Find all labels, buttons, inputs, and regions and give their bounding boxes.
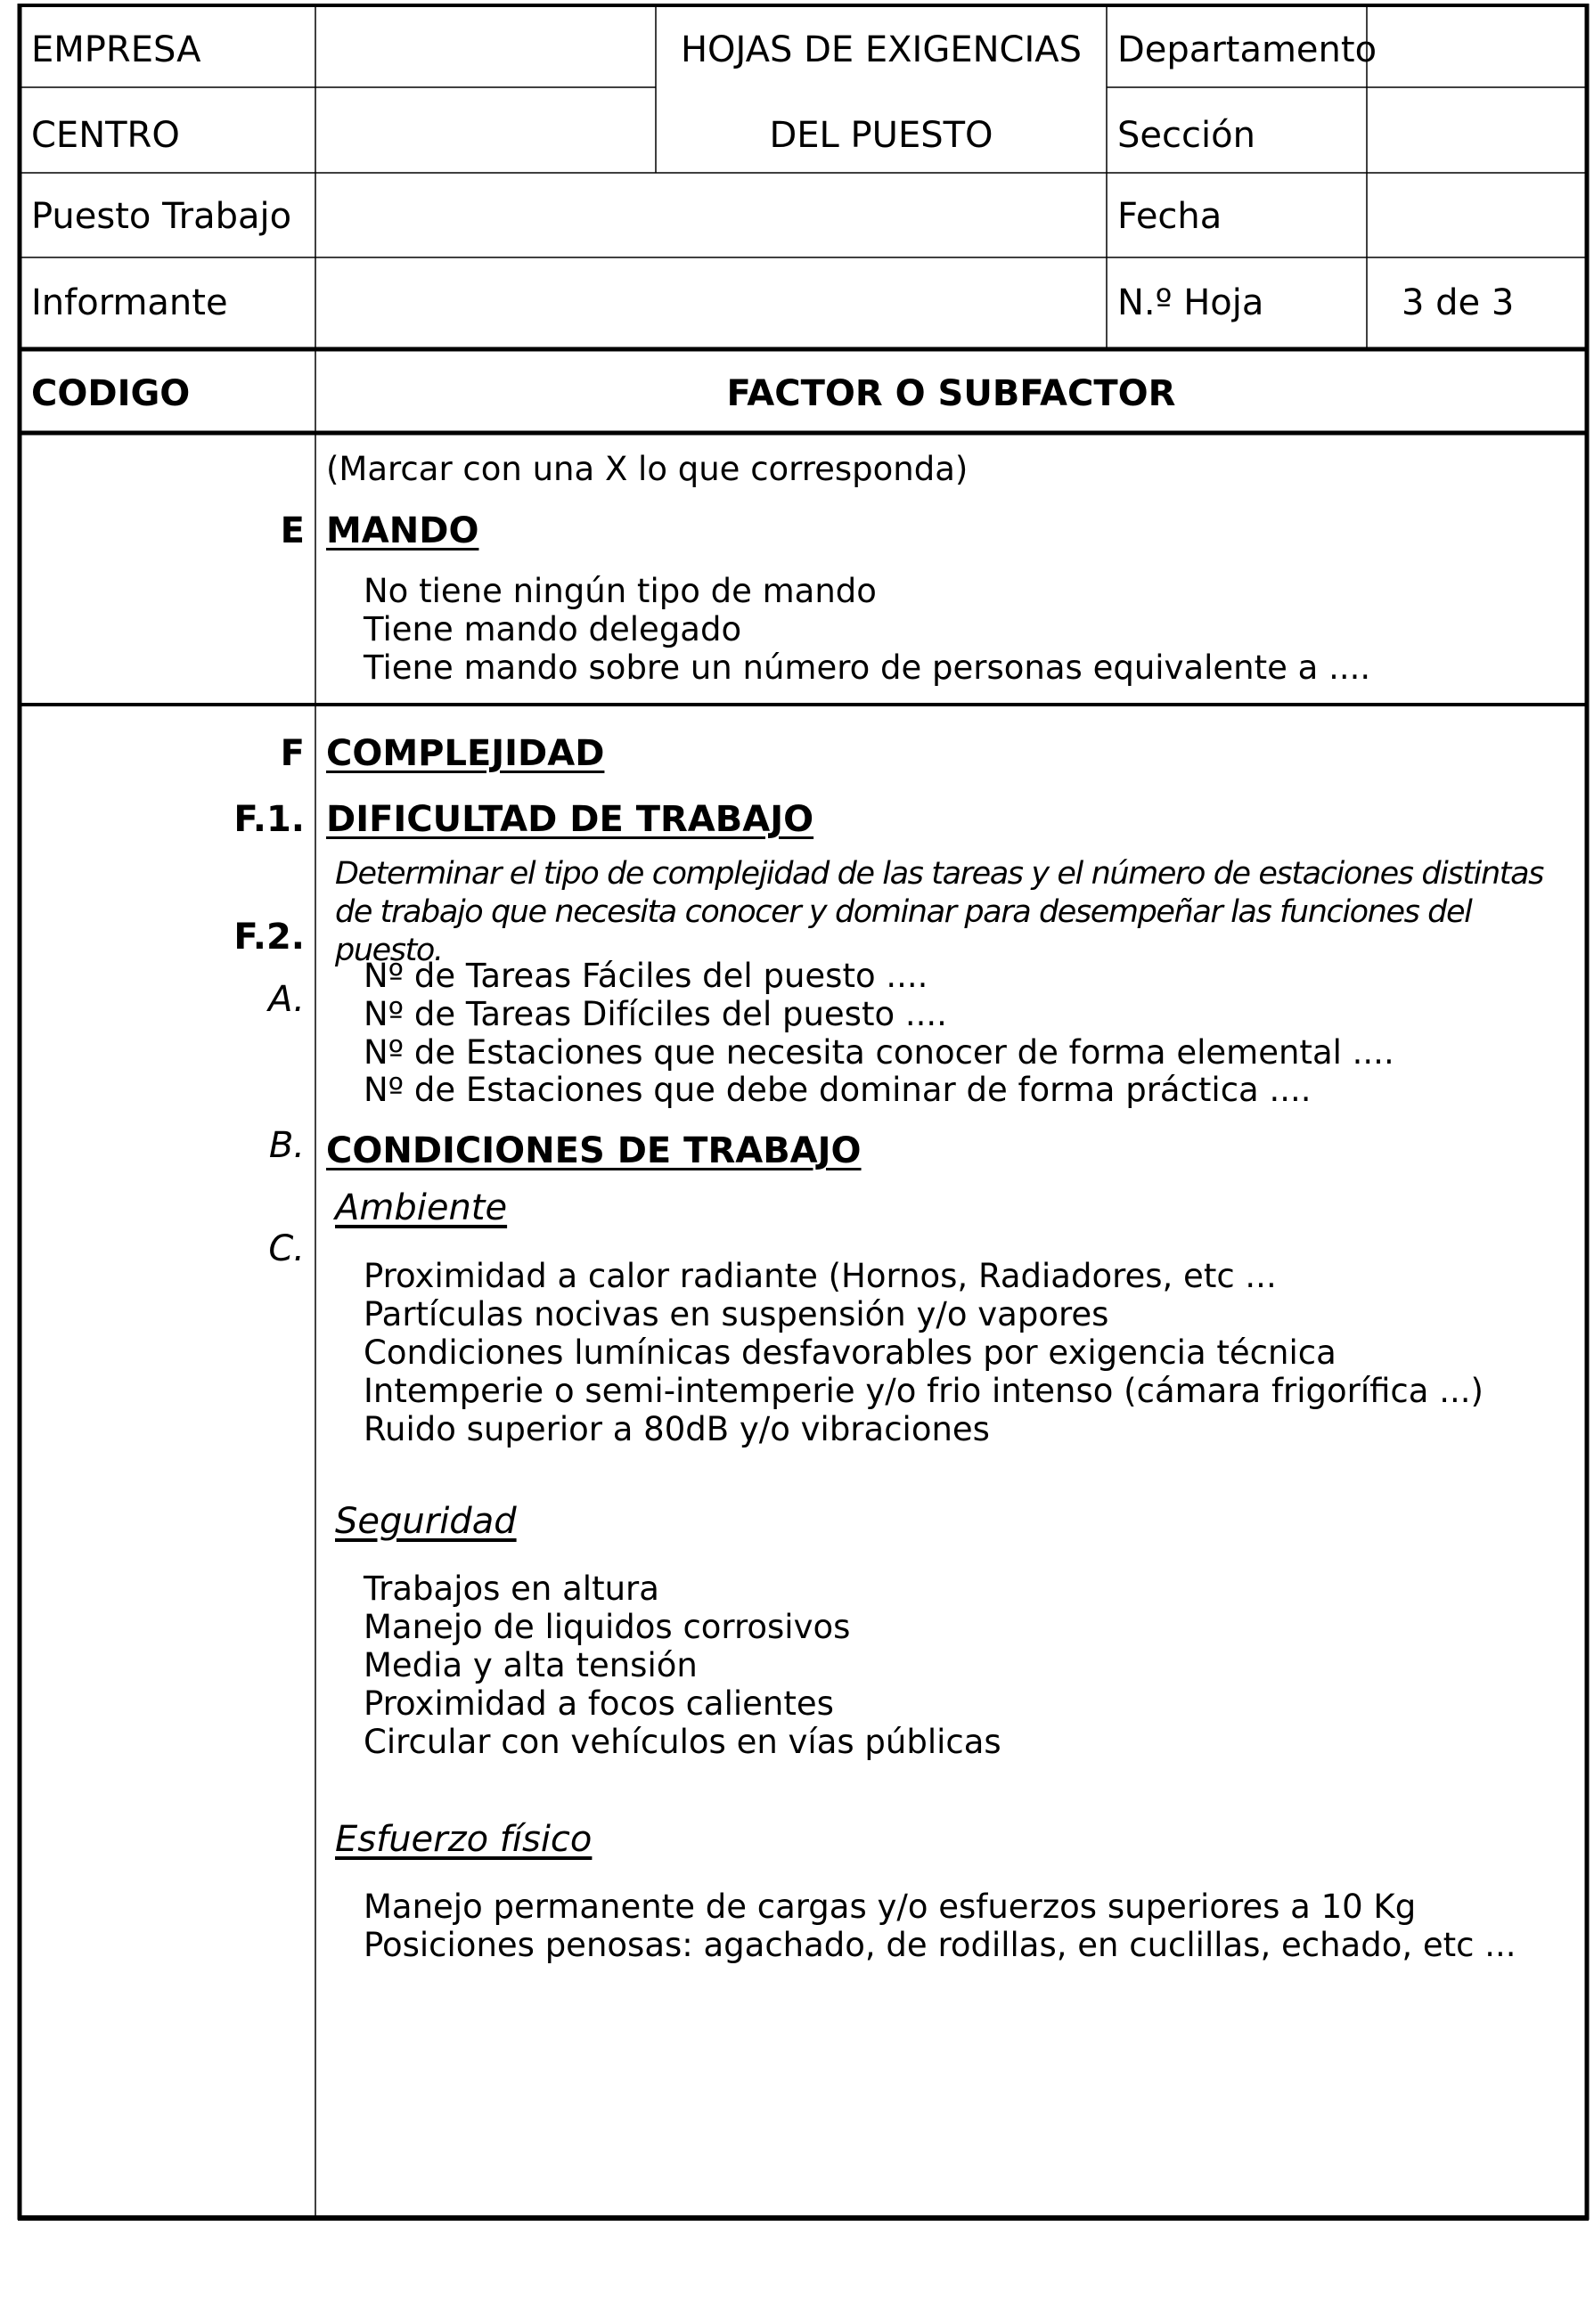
code-a: A. (268, 979, 305, 1020)
ambiente-item: Condiciones lumínicas desfavorables por exigencia técnica (364, 1333, 1337, 1372)
seguridad-item: Circular con vehículos en vías públicas (364, 1723, 1001, 1761)
complejidad-title: COMPLEJIDAD (326, 733, 605, 774)
mando-title: MANDO (326, 510, 479, 551)
ambiente-item: Ruido superior a 80dB y/o vibraciones (364, 1410, 990, 1448)
informante-label: Informante (31, 282, 228, 323)
seguridad-title: Seguridad (335, 1501, 517, 1542)
empresa-label: EMPRESA (31, 29, 201, 70)
factor-column-header: FACTOR O SUBFACTOR (726, 373, 1176, 414)
ambiente-title: Ambiente (335, 1187, 508, 1228)
esfuerzo-item: Manejo permanente de cargas y/o esfuerzos superiores a 10 Kg (364, 1888, 1417, 1926)
dificultad-description: Determinar el tipo de complejidad de las tareas y el número de estaciones distintas de trabajo que necesita conocer y dominar para desempeñar las funciones del puesto. (335, 856, 1543, 968)
instruction-text: (Marcar con una X lo que corresponda) (326, 450, 969, 488)
seccion-label: Sección (1117, 115, 1255, 156)
mando-option: Tiene mando sobre un número de personas equivalente a .... (364, 648, 1371, 687)
hoja-value: 3 de 3 (1402, 282, 1515, 323)
form-title-line1: HOJAS DE EXIGENCIAS (680, 29, 1083, 70)
form-title-line2: DEL PUESTO (769, 115, 993, 156)
mando-option: Tiene mando delegado (364, 610, 742, 648)
dificultad-item: Nº de Tareas Difíciles del puesto .... (364, 995, 947, 1033)
hoja-label: N.º Hoja (1117, 282, 1264, 323)
dificultad-title: DIFICULTAD DE TRABAJO (326, 799, 814, 840)
puesto-trabajo-label: Puesto Trabajo (31, 196, 292, 237)
departamento-label: Departamento (1117, 29, 1377, 70)
seguridad-item: Trabajos en altura (364, 1570, 659, 1608)
code-c: C. (268, 1228, 305, 1269)
esfuerzo-title: Esfuerzo físico (335, 1819, 593, 1860)
codigo-column-header: CODIGO (31, 373, 191, 414)
centro-label: CENTRO (31, 115, 180, 156)
code-f2: F.2. (233, 917, 305, 958)
seguridad-item: Proximidad a focos calientes (364, 1684, 834, 1723)
seguridad-item: Manejo de liquidos corrosivos (364, 1608, 851, 1646)
ambiente-item: Proximidad a calor radiante (Hornos, Radiadores, etc ... (364, 1257, 1277, 1295)
seguridad-item: Media y alta tensión (364, 1646, 698, 1684)
dificultad-item: Nº de Tareas Fáciles del puesto .... (364, 957, 928, 995)
dificultad-item: Nº de Estaciones que debe dominar de forma práctica .... (364, 1071, 1312, 1109)
code-f1: F.1. (233, 799, 305, 840)
esfuerzo-item: Posiciones penosas: agachado, de rodillas, en cuclillas, echado, etc ... (364, 1926, 1516, 1964)
code-b: B. (268, 1125, 305, 1166)
code-f: F (280, 733, 305, 774)
condiciones-title: CONDICIONES DE TRABAJO (326, 1130, 862, 1171)
dificultad-item: Nº de Estaciones que necesita conocer de forma elemental .... (364, 1033, 1394, 1072)
ambiente-item: Partículas nocivas en suspensión y/o vapores (364, 1295, 1109, 1333)
fecha-label: Fecha (1117, 196, 1222, 237)
code-e: E (280, 510, 305, 551)
ambiente-item: Intemperie o semi-intemperie y/o frio intenso (cámara frigorífica ...) (364, 1372, 1484, 1410)
mando-option: No tiene ningún tipo de mando (364, 572, 877, 610)
